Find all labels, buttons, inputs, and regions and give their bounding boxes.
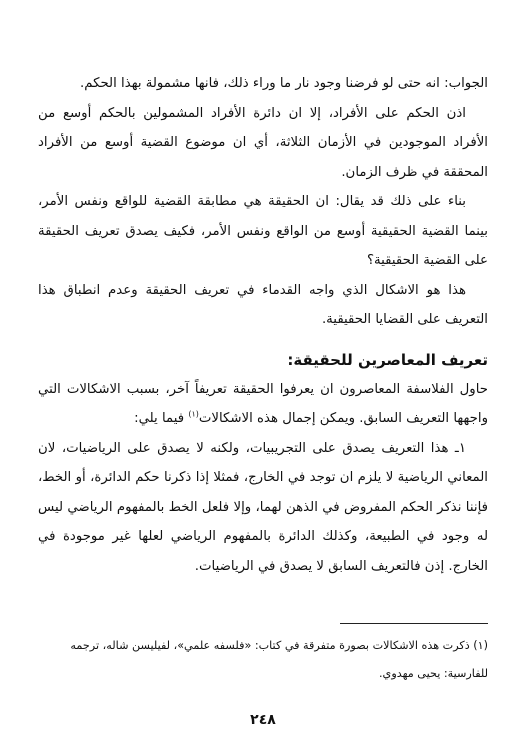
paragraph-ruling: اذن الحكم على الأفراد، إلا ان دائرة الأفراد المشمولين بالحكم أوسع من الأفراد الموجودين في الأزمان الثلاثة، أي ان موضوع القضية أوسع من الأفراد المحققة في ظرف الزمان. [38,105,488,180]
page-number: ٢٤٨ [250,712,276,728]
paragraph-problem: هذا هو الاشكال الذي واجه القدماء في تعريف الحقيقة وعدم انطباق هذا التعريف على القضايا الحقيقية. [38,282,488,327]
footnote-reference: (١) [188,409,199,419]
footnote: (١) ذكرت هذه الاشكالات بصورة متفرقة في كتاب: «فلسفه علمي»، لفيليسن شاله، ترجمه للفارسية: يحيى مهدوي. [70,639,488,680]
paragraph-intro [38,375,488,434]
main-text [38,69,488,581]
paragraph-point-1: ١ـ هذا التعريف يصدق على التجريبيات، ولكنه لا يصدق على الرياضيات، لان المعاني الرياضية لا يلزم ان توجد في الخارج، فمثلا إذا ذكرنا حكم الدائرة، أو الخط، فإننا نذكر الحكم المفروض في الذهن لهما، وإلا فلعل الخط بالمفهوم الرياضي ليس له وجود في الطبيعة، وكذلك الدائرة بالمفهوم الرياضي لعلها غير موجودة في الخارج. إذن فالتعريف السابق لا يصدق في الرياضيات. [38,440,488,574]
section-heading: تعريف المعاصرين للحقيقة: [287,350,488,369]
intro-text: حاول الفلاسفة المعاصرون ان يعرفوا الحقيقة تعريفاً آخر، بسبب الاشكالات التي واجهها التعريف السابق. ويمكن إجمال هذه الاشكالات [38,381,488,426]
paragraph-objection: بناء على ذلك قد يقال: ان الحقيقة هي مطابقة القضية للواقع ونفس الأمر، بينما القضية الحقيقية أوسع من الواقع ونفس الأمر، فكيف يصدق تعريف الحقيقة على القضية الحقيقية؟ [38,194,488,268]
intro-text-end: فيما يلي: [134,411,189,426]
footnote-divider [340,623,488,624]
paragraph-answer: الجواب: انه حتى لو فرضنا وجود نار ما وراء ذلك، فانها مشمولة بهذا الحكم. [80,76,488,91]
